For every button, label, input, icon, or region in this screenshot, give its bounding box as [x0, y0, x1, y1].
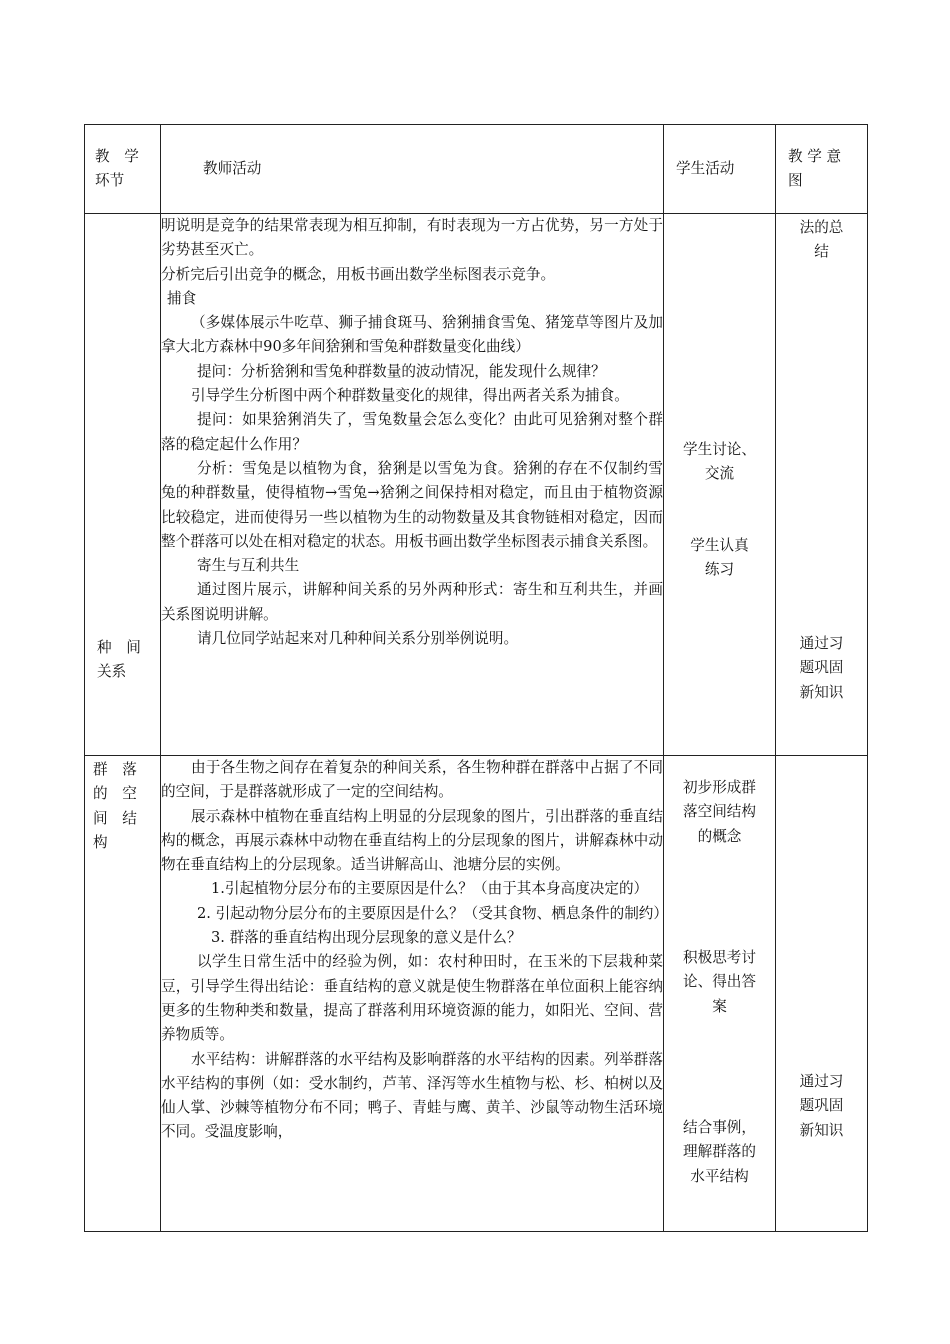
- intent-text: 通过习: [799, 1073, 844, 1090]
- stage-cell: [85, 756, 161, 1232]
- paragraph: 由于各生物之间存在着复杂的种间关系，各生物种群在群落中占据了不同的空间，于是群落就形成了一定的空间结构。: [161, 759, 663, 801]
- stage-label: 的 空: [93, 785, 137, 803]
- question: 3. 群落的垂直结构出现分层现象的意义是什么？: [211, 929, 522, 947]
- table-header-row: [85, 125, 868, 214]
- student-activity-text: 练习: [704, 561, 735, 579]
- intent-text: 题巩固: [799, 659, 844, 677]
- student-activity-text: 初步形成群: [683, 779, 756, 796]
- intent-text: 结: [814, 243, 829, 261]
- student-activity-text: 水平结构: [690, 1167, 749, 1185]
- paragraph: 展示森林中植物在垂直结构上明显的分层现象的图片，引出群落的垂直结构的概念，再展示森林中动物在垂直结构上的分层现象的图片，讲解森林中动物在垂直结构上的分层现象。适当讲解高山、池塘分层的实例。: [161, 807, 663, 874]
- stage-label: 种 间: [97, 639, 141, 656]
- stage-label: 关系: [97, 663, 127, 681]
- header-teacher-activity: 教师活动: [161, 125, 664, 214]
- student-activity-text: 的概念: [697, 827, 742, 845]
- paragraph: 请几位同学站起来对几种种间关系分别举例说明。: [197, 630, 519, 648]
- intent-text: 新知识: [799, 683, 844, 701]
- student-activity-text: 结合事例，: [683, 1119, 756, 1136]
- student-activity-cell: [664, 214, 776, 756]
- paragraph: 分析：雪兔是以植物为食，猞猁是以雪兔为食。猞猁的存在不仅制约雪兔的种群数量，使得植物→雪兔→猞猁之间保持相对稳定，而且由于植物资源比较稳定，进而使得另一些以植物为生的动物数量及其食物链相对稳定，因而整个群落可以处在相对稳定的状态。用板书画出数学坐标图表示捕食关系图。: [161, 459, 663, 550]
- lesson-plan-table: [84, 124, 868, 1232]
- teacher-activity-cell: [161, 756, 668, 1232]
- header-teaching-intent: 教 学 意 图: [776, 125, 868, 214]
- intent-text: 通过习: [799, 635, 844, 652]
- student-activity-text: 论、得出答: [683, 973, 756, 991]
- student-activity-text: 积极思考讨: [683, 949, 756, 966]
- table-row-community-spatial-structure: [85, 756, 868, 1232]
- paragraph: 引导学生分析图中两个种群数量变化的规律，得出两者关系为捕食。: [191, 387, 629, 405]
- table-row-interspecific-relations: [85, 214, 868, 756]
- student-activity-text: 交流: [704, 465, 735, 483]
- paragraph: 明说明是竞争的结果常表现为相互抑制，有时表现为一方占优势，另一方处于劣势甚至灭亡。: [161, 217, 663, 259]
- question: 2. 引起动物分层分布的主要原因是什么？（受其食物、栖息条件的制约）: [197, 904, 668, 922]
- paragraph: 提问：如果猞猁消失了，雪兔数量会怎么变化？由此可见猞猁对整个群落的稳定起什么作用？: [161, 411, 663, 453]
- student-activity-text: 理解群落的: [683, 1143, 756, 1161]
- intent-text: 法的总: [799, 219, 844, 236]
- student-activity-cell: [664, 756, 776, 1232]
- stage-label: 构: [93, 833, 108, 851]
- student-activity-text: 案: [712, 997, 727, 1015]
- stage-label: 群 落: [93, 761, 137, 778]
- teacher-activity-cell: [161, 214, 664, 756]
- subheading: 寄生与互利共生: [197, 557, 300, 575]
- stage-label: 间 结: [93, 809, 137, 827]
- stage-cell: [85, 214, 161, 756]
- teaching-intent-cell: [776, 214, 868, 756]
- paragraph: 以学生日常生活中的经验为例，如：农村种田时，在玉米的下层栽种菜豆，引导学生得出结论：垂直结构的意义就是使生物群落在单位面积上能容纳更多的生物种类和数量，提高了群落利用环境资源的能力，如阳光、空间、营养物质等。: [161, 953, 663, 1044]
- intent-text: 题巩固: [799, 1097, 844, 1115]
- paragraph: 分析完后引出竞争的概念，用板书画出数学坐标图表示竞争。: [161, 265, 556, 283]
- subheading: 捕食: [167, 289, 197, 307]
- question: 1.引起植物分层分布的主要原因是什么？（由于其本身高度决定的）: [211, 880, 649, 898]
- paragraph: 水平结构：讲解群落的水平结构及影响群落的水平结构的因素。列举群落水平结构的事例（如：受水制约，芦苇、泽泻等水生植物与松、杉、柏树以及仙人掌、沙棘等植物分布不同；鸭子、青蛙与鹰、黄羊、沙鼠等动物生活环境不同。受温度影响，: [161, 1050, 663, 1141]
- paragraph: 提问：分析猞猁和雪兔种群数量的波动情况，能发现什么规律？: [197, 362, 606, 380]
- teaching-intent-cell: [776, 756, 868, 1232]
- header-teaching-stage: 教 学 环节: [85, 125, 161, 214]
- student-activity-text: 学生认真: [690, 537, 749, 554]
- student-activity-text: 落空间结构: [683, 803, 756, 821]
- paragraph: （多媒体展示牛吃草、狮子捕食斑马、猞猁捕食雪兔、猪笼草等图片及加拿大北方森林中90多年间猞猁和雪兔种群数量变化曲线）: [161, 314, 663, 356]
- header-student-activity: 学生活动: [664, 125, 776, 214]
- paragraph: 通过图片展示，讲解种间关系的另外两种形式：寄生和互利共生，并画关系图说明讲解。: [161, 581, 663, 623]
- student-activity-text: 学生讨论、: [683, 441, 756, 458]
- intent-text: 新知识: [799, 1121, 844, 1139]
